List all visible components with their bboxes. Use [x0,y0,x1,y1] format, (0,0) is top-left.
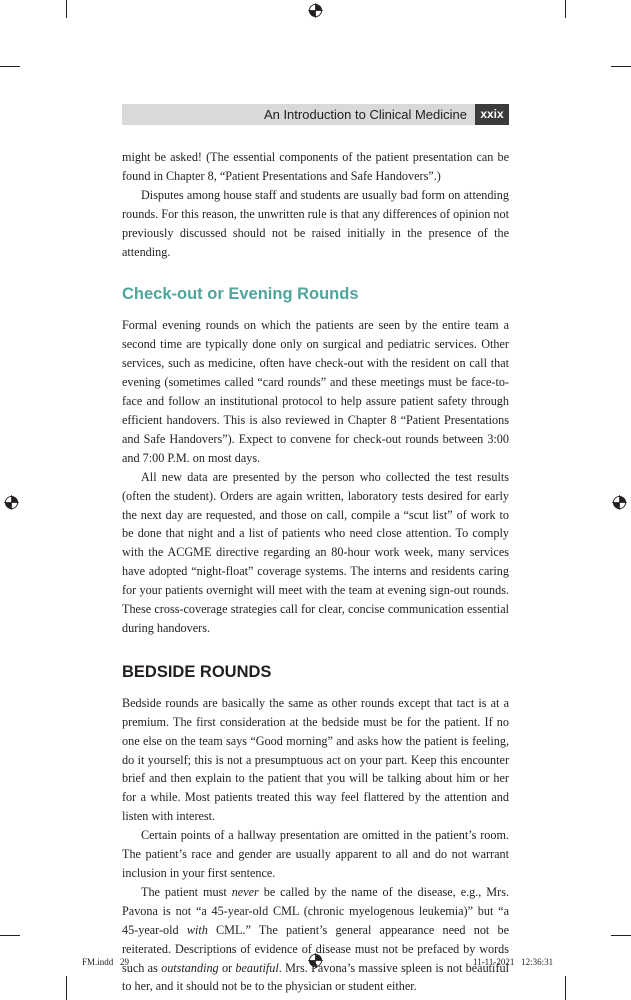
text-run: be called by the name of the disease, e.g., Mrs. Pavona is not “a 45-year-old CML (chronic myelogenous leukemia)” but “a 45-year-old [122,884,509,937]
running-header-title: An Introduction to Clinical Medicine [263,107,467,122]
emphasis: outstanding [161,960,219,975]
crop-mark-bottom-left [66,976,67,1000]
crop-mark-left-top [0,66,20,67]
emphasis: beautiful [235,960,279,975]
registration-mark-icon [4,495,19,510]
registration-mark-icon [308,3,323,18]
text-run: CML.” The patient’s general appearance need not be reiterated. Descriptions of evidence of disease must not be prefaced by words such as [122,922,509,975]
crop-mark-top-right [565,0,566,18]
registration-mark-icon [612,495,627,510]
section-heading-evening-rounds: Check-out or Evening Rounds [122,285,359,304]
crop-mark-left-bottom [0,935,20,936]
section-heading-bedside-rounds: BEDSIDE ROUNDS [122,662,272,681]
text-run: or [218,960,236,975]
slug-timestamp: 11-11-2021 12:36:31 [473,957,554,967]
slug-file-name: FM.indd 29 [82,957,130,967]
paragraph [122,883,509,996]
paragraph: Bedside rounds are basically the same as other rounds except that tact is at a premium. The first consideration at the bedside must be for the patient. If no one else on the team says “Good morning” and asks how the patient is feeling, do it yourself; this is not a presumptuous act on your part. Keep this encounter brief and then explain to the patient that you will be talking about him or her for a while. Most patients treated this way feel flattered by the attention and listen with interest. [122,695,509,824]
crop-mark-top-left [66,0,67,18]
paragraph: Formal evening rounds on which the patients are seen by the entire team a second time are typically done only on surgical and pediatric services. Other services, such as medicine, often have check-out with the resident on call that evening (sometimes called “card rounds” and these meetings must be face-to-face and follow an institutional protocol to help assure patient safety through efficient handovers. This is also reviewed in Chapter 8 “Patient Presentations and Safe Handovers”). Expect to convene for check-out rounds between 3:00 and 7:00 P.M. on most days. [122,318,509,465]
crop-mark-bottom-right [565,976,566,1000]
paragraph: Certain points of a hallway presentation are omitted in the patient’s room. The patient’s race and gender are usually apparent to all and do not warrant inclusion in your first sentence. [122,828,509,880]
page-body [122,148,509,996]
emphasis: with [186,922,208,937]
paragraph: might be asked! (The essential components of the patient presentation can be found in Chapter 8, “Patient Presentations and Safe Handovers”.) [122,150,509,183]
page-number: xxix [475,104,509,125]
emphasis: never [231,884,259,899]
crop-mark-right-top [611,66,631,67]
text-run: . Mrs. Pavona’s massive spleen is not beautiful to her, and it should not be to the physician or student either. [122,960,509,994]
paragraph: Disputes among house staff and students are usually bad form on attending rounds. For this reason, the unwritten rule is that any differences of opinion not previously discussed should not be raised initially in the presence of the attending. [122,187,509,259]
running-header [122,104,509,125]
text-run: The patient must [141,884,232,899]
crop-mark-right-bottom [611,935,631,936]
paragraph: All new data are presented by the person who collected the test results (often the student). Orders are again written, laboratory tests desired for early the next day are requested, and those on call, compile a “scut list” of work to be done that night and a list of patients who need close attention. To comply with the ACGME directive regarding an 80-hour work week, many services have adopted “night-float” coverage systems. The interns and residents caring for your patients overnight will meet with the team at evening sign-out rounds. These cross-coverage strategies call for clear, concise communication essential during handovers. [122,469,509,635]
